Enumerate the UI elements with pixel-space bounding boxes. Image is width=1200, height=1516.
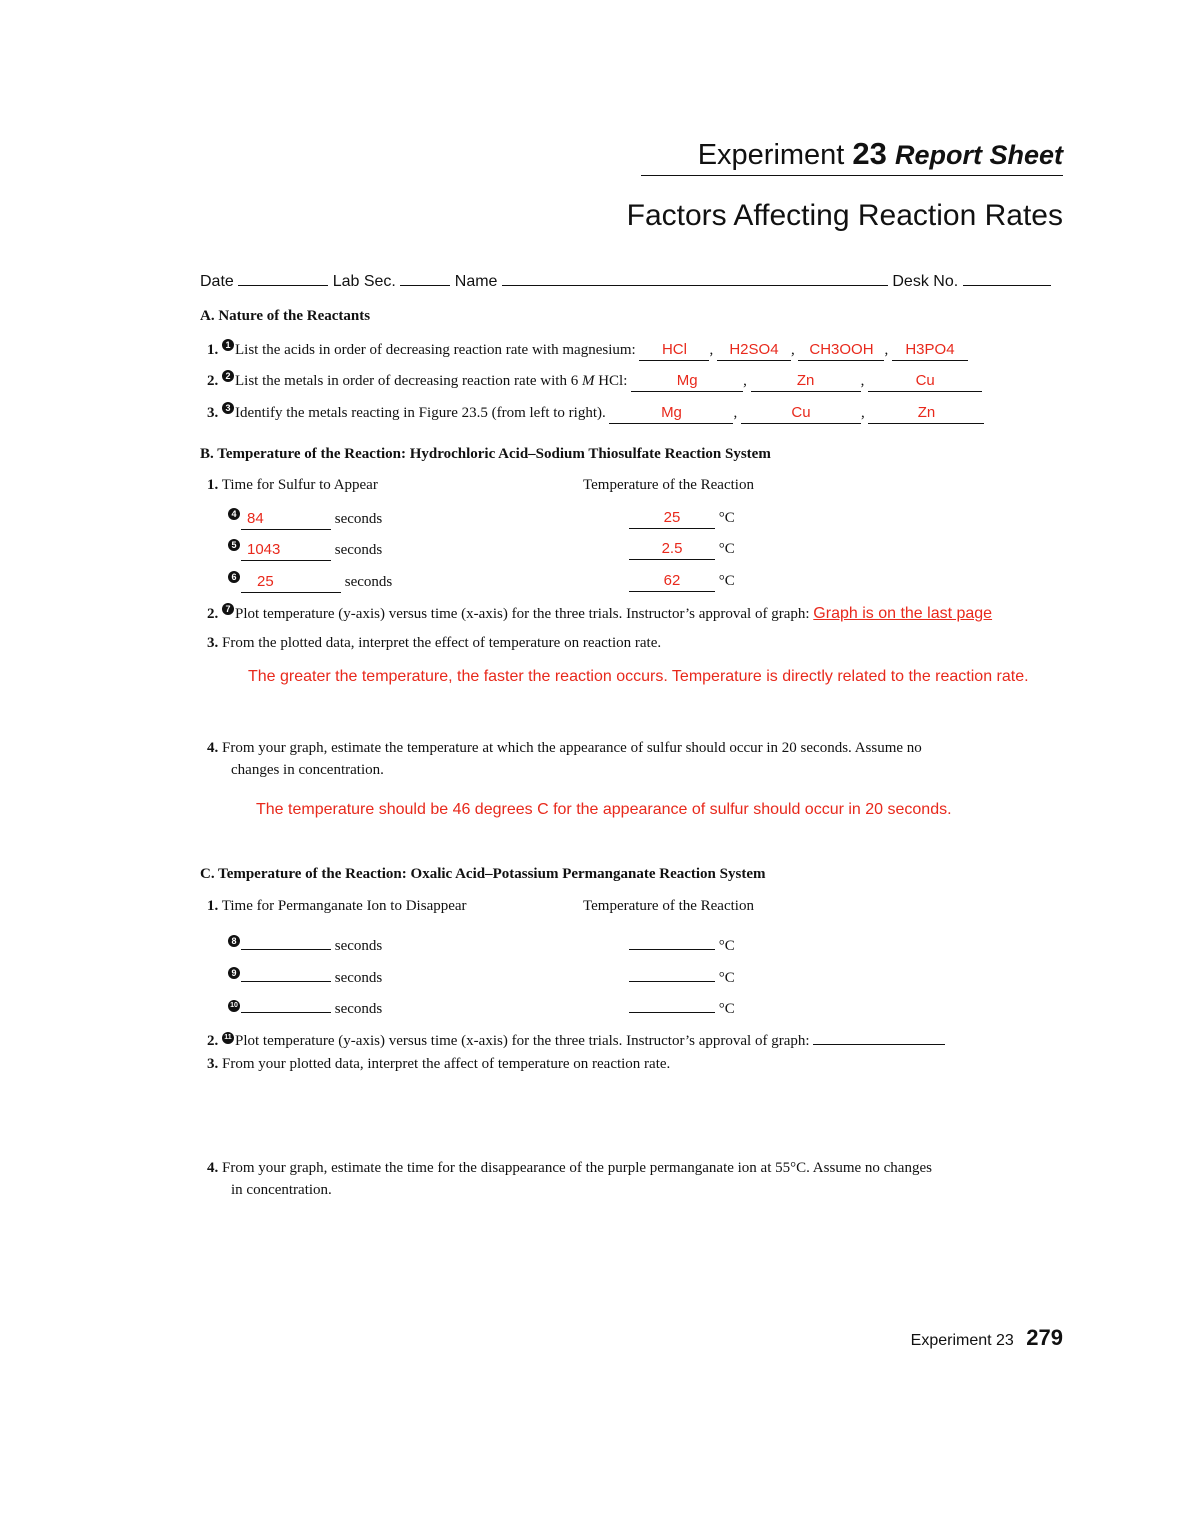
answer-field[interactable]: Cu xyxy=(741,403,861,424)
temperature-field[interactable]: 25 xyxy=(629,508,715,529)
answer-field[interactable]: H3PO4 xyxy=(892,340,968,361)
answer-field[interactable]: Mg xyxy=(609,403,733,424)
unit-label: °C xyxy=(718,510,735,526)
question-number: 3. xyxy=(207,405,219,421)
report-header xyxy=(698,136,1063,172)
name-label: Name xyxy=(454,273,498,290)
question-number: 2. xyxy=(207,606,219,622)
step-number-icon: 8 xyxy=(228,935,240,947)
step-number-icon: 11 xyxy=(222,1032,234,1044)
experiment-number: 23 xyxy=(852,136,887,171)
time-field[interactable]: 84 xyxy=(241,509,331,530)
trial-row xyxy=(228,929,382,955)
question-number: 3. xyxy=(207,1056,219,1072)
trial-row-temperature xyxy=(629,929,735,955)
question-text-end: HCl: xyxy=(598,373,628,389)
question-b3 xyxy=(207,635,661,652)
seconds-label: seconds xyxy=(334,1001,383,1017)
temperature-field[interactable] xyxy=(629,961,715,982)
temperature-field[interactable] xyxy=(629,929,715,950)
question-number: 2. xyxy=(207,1033,219,1049)
question-a3: 3. 3 Identify the metals reacting in Figure 23.5 (from left to right). Mg , Cu , Zn xyxy=(207,402,984,424)
unit-label: °C xyxy=(718,1001,735,1017)
step-number-icon: 2 xyxy=(222,370,234,382)
question-text: From your plotted data, interpret the affect of temperature on reaction rate. xyxy=(222,1056,671,1072)
question-b1 xyxy=(207,477,378,494)
step-number-icon: 6 xyxy=(228,571,240,583)
question-c4 xyxy=(207,1160,932,1177)
info-line xyxy=(200,265,1051,291)
trial-row-temperature xyxy=(629,508,735,529)
seconds-label: seconds xyxy=(334,970,383,986)
trial-row-temperature xyxy=(629,571,735,592)
question-b4 xyxy=(207,740,922,757)
question-text-continued: in concentration. xyxy=(231,1182,332,1198)
page-footer xyxy=(911,1325,1063,1351)
temperature-field[interactable]: 2.5 xyxy=(629,539,715,560)
time-field[interactable] xyxy=(241,992,331,1013)
answer-text: Graph is on the last page xyxy=(813,605,993,622)
question-a2: 2. 2 List the metals in order of decreasing reaction rate with 6 M HCl: Mg , Zn , Cu xyxy=(207,370,982,392)
answer-field[interactable]: Mg xyxy=(631,371,743,392)
answer-field[interactable]: Zn xyxy=(751,371,861,392)
lab-sec-field[interactable] xyxy=(400,265,450,286)
step-number-icon: 1 xyxy=(222,339,234,351)
step-number-icon: 4 xyxy=(228,508,240,520)
page-number: 279 xyxy=(1026,1325,1063,1350)
seconds-label: seconds xyxy=(334,938,383,954)
trial-row xyxy=(228,571,392,593)
step-number-icon: 7 xyxy=(222,603,234,615)
column-header-time: Time for Permanganate Ion to Disappear xyxy=(221,898,467,914)
question-number: 3. xyxy=(207,635,219,651)
date-label: Date xyxy=(200,273,234,290)
question-number: 4. xyxy=(207,1160,219,1176)
answer-field[interactable]: Zn xyxy=(868,403,984,424)
report-sheet-label: Report Sheet xyxy=(894,140,1063,170)
question-number: 1. xyxy=(207,342,219,358)
question-number: 1. xyxy=(207,898,219,914)
question-text: Plot temperature (y-axis) versus time (x-axis) for the three trials. Instructor’s approval of graph: xyxy=(235,1033,810,1049)
trial-row xyxy=(228,539,382,561)
question-b2 xyxy=(207,603,992,623)
column-header-time: Time for Sulfur to Appear xyxy=(221,477,378,493)
question-number: 4. xyxy=(207,740,219,756)
question-number: 2. xyxy=(207,373,219,389)
column-header-temperature: Temperature of the Reaction xyxy=(583,477,754,493)
answer-text: The greater the temperature, the faster the reaction occurs. Temperature is directly related to the reaction rate. xyxy=(248,668,1029,685)
trial-row xyxy=(228,961,382,987)
step-number-icon: 5 xyxy=(228,539,240,551)
section-c-heading: C. Temperature of the Reaction: Oxalic Acid–Potassium Permanganate Reaction System xyxy=(200,866,766,882)
question-text: From the plotted data, interpret the effect of temperature on reaction rate. xyxy=(222,635,662,651)
time-field[interactable]: 1043 xyxy=(241,540,331,561)
page-title: Factors Affecting Reaction Rates xyxy=(626,199,1063,232)
trial-row xyxy=(228,992,382,1018)
name-field[interactable] xyxy=(502,265,888,286)
experiment-label: Experiment xyxy=(697,139,845,171)
unit-label: °C xyxy=(718,970,735,986)
question-number: 1. xyxy=(207,477,219,493)
approval-field[interactable] xyxy=(813,1024,945,1045)
question-a1: 1. 1 List the acids in order of decreasing reaction rate with magnesium: HCl , H2SO4 , CH3OOH , H3PO4 xyxy=(207,339,968,361)
question-text-continued: changes in concentration. xyxy=(231,762,384,778)
seconds-label: seconds xyxy=(344,574,393,590)
question-text: Plot temperature (y-axis) versus time (x-axis) for the three trials. Instructor’s approval of graph: xyxy=(235,606,810,622)
time-field[interactable] xyxy=(241,961,331,982)
section-b-heading: B. Temperature of the Reaction: Hydrochloric Acid–Sodium Thiosulfate Reaction System xyxy=(200,446,771,462)
trial-row-temperature xyxy=(629,961,735,987)
question-text: Identify the metals reacting in Figure 23.5 (from left to right). xyxy=(235,405,606,421)
question-text: From your graph, estimate the temperature at which the appearance of sulfur should occur in 20 seconds. Assume no xyxy=(222,740,922,756)
question-text: List the metals in order of decreasing reaction rate with 6 xyxy=(235,373,579,389)
trial-row-temperature xyxy=(629,539,735,560)
answer-text: The temperature should be 46 degrees C for the appearance of sulfur should occur in 20 seconds. xyxy=(256,801,952,818)
time-field[interactable]: 25 xyxy=(241,572,341,593)
temperature-field[interactable] xyxy=(629,992,715,1013)
desk-label: Desk No. xyxy=(892,273,959,290)
step-number-icon: 3 xyxy=(222,402,234,414)
footer-label: Experiment 23 xyxy=(910,1332,1014,1349)
section-a-heading: A. Nature of the Reactants xyxy=(200,308,371,324)
step-number-icon: 9 xyxy=(228,967,240,979)
answer-field[interactable]: H2SO4 xyxy=(717,340,791,361)
molarity-symbol: M xyxy=(581,373,595,389)
unit-label: °C xyxy=(718,541,735,557)
question-text: List the acids in order of decreasing reaction rate with magnesium: xyxy=(235,342,636,358)
seconds-label: seconds xyxy=(334,542,383,558)
answer-field[interactable]: HCl xyxy=(639,340,709,361)
answer-field[interactable]: Cu xyxy=(868,371,982,392)
time-field[interactable] xyxy=(241,929,331,950)
trial-row xyxy=(228,508,382,530)
lab-sec-label: Lab Sec. xyxy=(332,273,396,290)
question-c3 xyxy=(207,1056,670,1073)
question-c2 xyxy=(207,1024,945,1050)
date-field[interactable] xyxy=(238,265,328,286)
answer-field[interactable]: CH3OOH xyxy=(798,340,884,361)
step-number-icon: 10 xyxy=(228,1000,240,1012)
temperature-field[interactable]: 62 xyxy=(629,571,715,592)
header-rule xyxy=(641,175,1063,176)
seconds-label: seconds xyxy=(334,511,383,527)
trial-row-temperature xyxy=(629,992,735,1018)
desk-field[interactable] xyxy=(963,265,1051,286)
column-header-temperature: Temperature of the Reaction xyxy=(583,898,754,914)
question-c1 xyxy=(207,898,467,915)
question-text: From your graph, estimate the time for the disappearance of the purple permanganate ion at 55°C. Assume no changes xyxy=(222,1160,932,1176)
unit-label: °C xyxy=(718,573,735,589)
unit-label: °C xyxy=(718,938,735,954)
